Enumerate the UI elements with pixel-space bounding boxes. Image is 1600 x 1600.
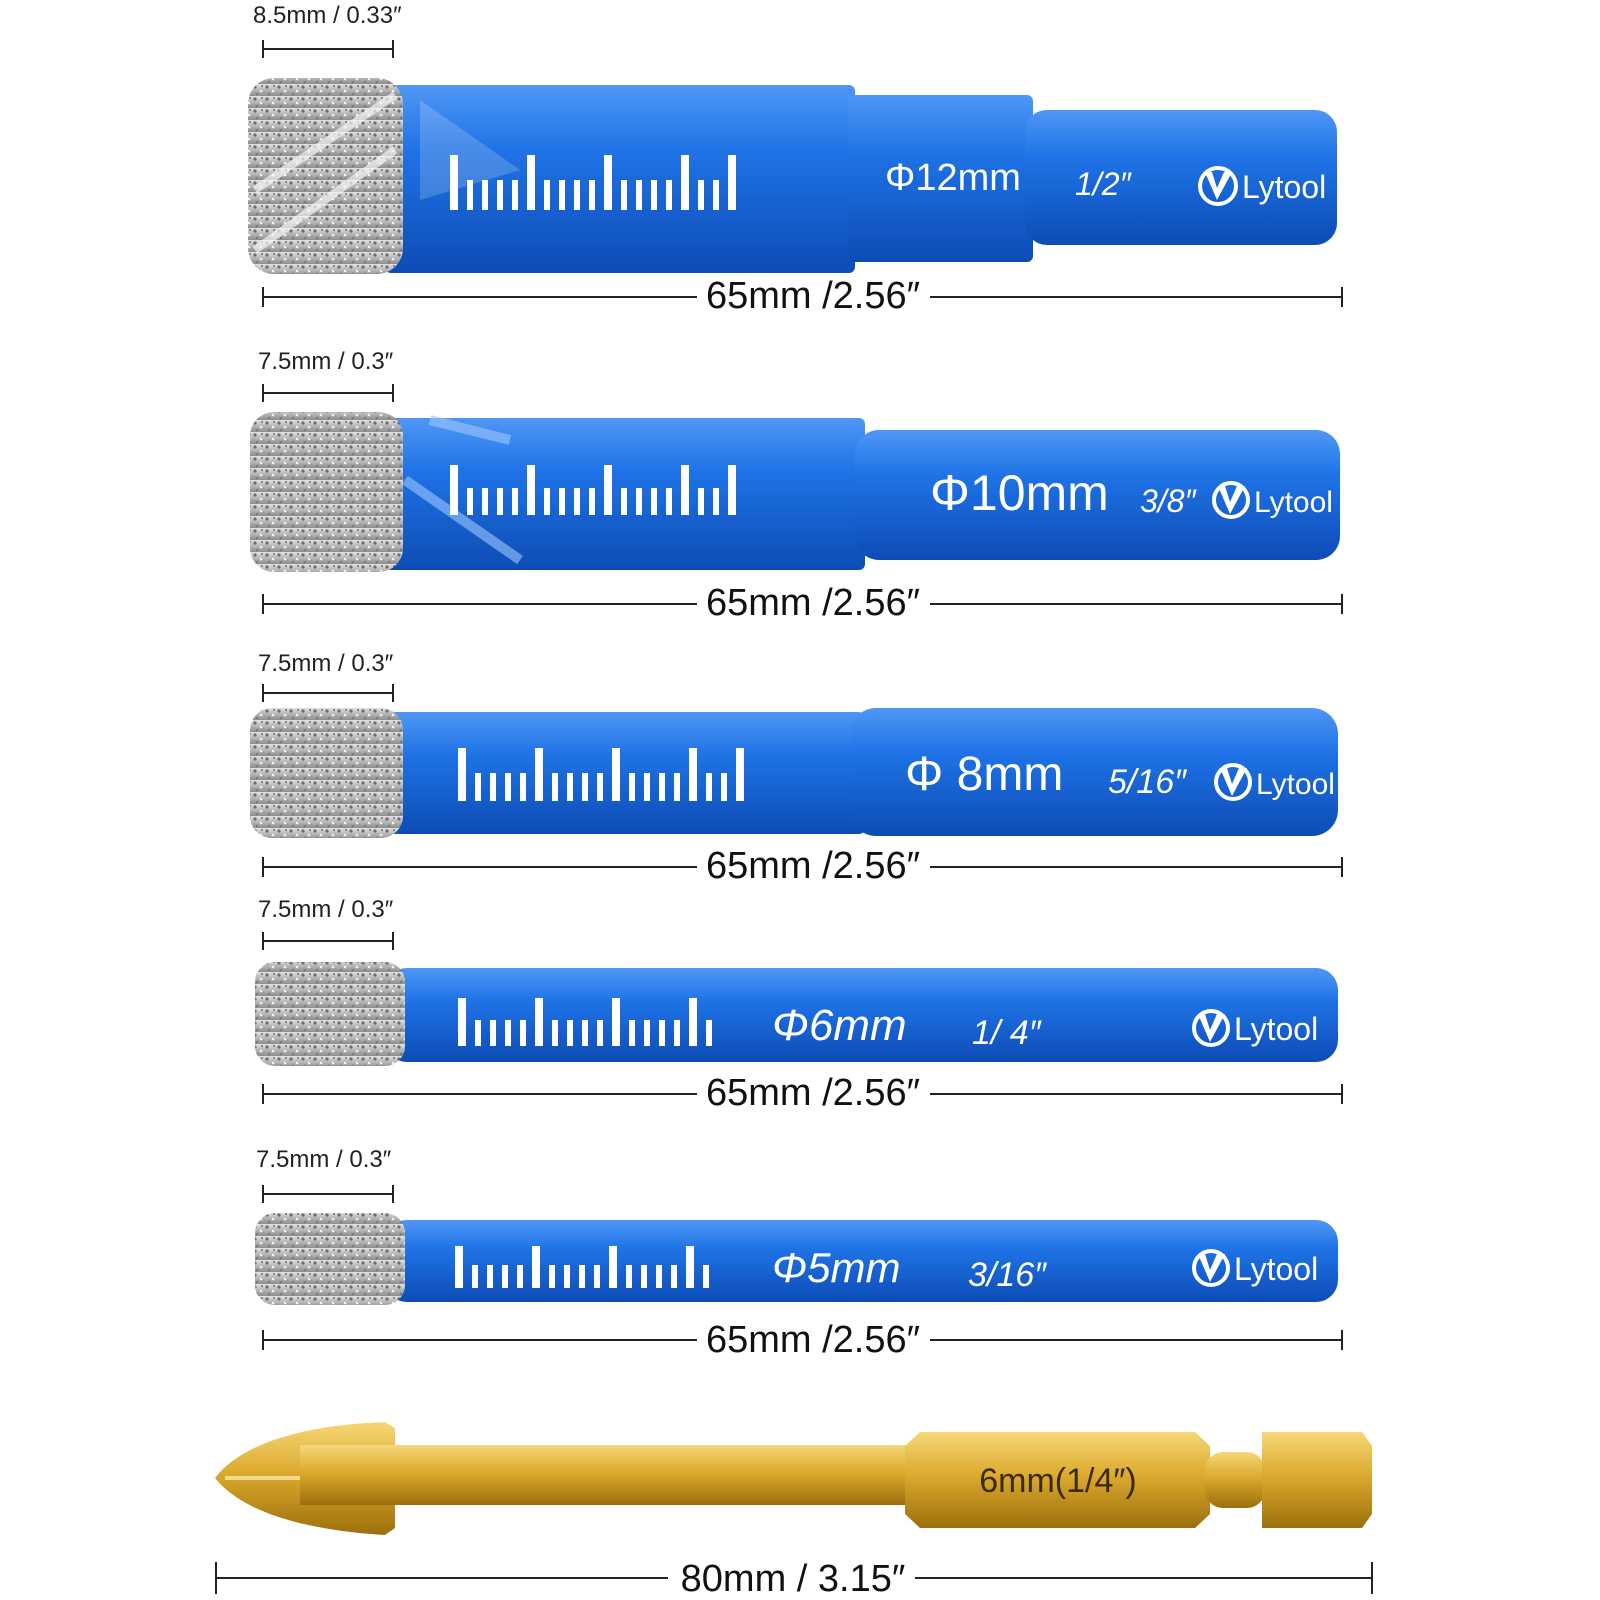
diamond-bit-5mm	[255, 1146, 1342, 1361]
diamond-bit-6mm	[255, 896, 1342, 1114]
length-label: 65mm /2.56″	[705, 1072, 921, 1114]
diamond-tip	[250, 412, 403, 572]
diameter-label: Φ10mm	[930, 465, 1109, 521]
tip-dimension-line	[263, 1185, 393, 1203]
tip-length-label: 8.5mm / 0.33″	[253, 2, 402, 29]
inch-label: 1/ 4″	[972, 1014, 1041, 1052]
diameter-label: Φ12mm	[885, 157, 1021, 199]
tip-dimension-line	[263, 384, 393, 402]
inch-label: 5/16″	[1108, 763, 1187, 801]
length-label: 65mm /2.56″	[705, 582, 921, 624]
shank-section-1	[385, 712, 865, 834]
diameter-label: Φ6mm	[772, 1001, 907, 1050]
brand-label: Lytool	[1256, 768, 1335, 801]
shank-size-label: 6mm(1/4″)	[979, 1462, 1137, 1500]
length-label: 65mm /2.56″	[705, 845, 921, 887]
diamond-bit-12mm	[248, 2, 1342, 317]
diameter-label: Φ 8mm	[905, 748, 1064, 801]
tip-length-label: 7.5mm / 0.3″	[258, 348, 394, 375]
diamond-tip	[255, 962, 405, 1066]
length-label: 65mm /2.56″	[705, 275, 921, 317]
brand-label: Lytool	[1234, 1251, 1319, 1287]
brand-label: Lytool	[1254, 486, 1333, 519]
tip-dimension-line	[263, 932, 393, 950]
hex-end	[1262, 1432, 1372, 1528]
groove	[1205, 1452, 1265, 1508]
length-label: 80mm / 3.15″	[680, 1558, 906, 1600]
tip-length-label: 7.5mm / 0.3″	[256, 1146, 392, 1173]
length-label: 65mm /2.56″	[705, 1319, 921, 1361]
diamond-tip	[255, 1213, 405, 1305]
tip-dimension-line	[263, 40, 393, 58]
diamond-tip	[250, 708, 403, 838]
tip-length-label: 7.5mm / 0.3″	[258, 896, 394, 923]
inch-label: 3/16″	[968, 1256, 1047, 1294]
tip-length-label: 7.5mm / 0.3″	[258, 650, 394, 677]
diamond-bit-10mm	[250, 348, 1342, 624]
round-shank	[300, 1445, 930, 1505]
inch-label: 1/2″	[1075, 166, 1131, 202]
inch-label: 3/8″	[1140, 483, 1196, 519]
brand-label: Lytool	[1242, 169, 1327, 205]
tip-dimension-line	[263, 684, 393, 702]
diamond-bit-8mm	[250, 650, 1342, 887]
diameter-label: Φ5mm	[772, 1244, 901, 1291]
brand-label: Lytool	[1234, 1011, 1319, 1047]
carbide-glass-bit-6mm	[215, 1422, 1372, 1600]
